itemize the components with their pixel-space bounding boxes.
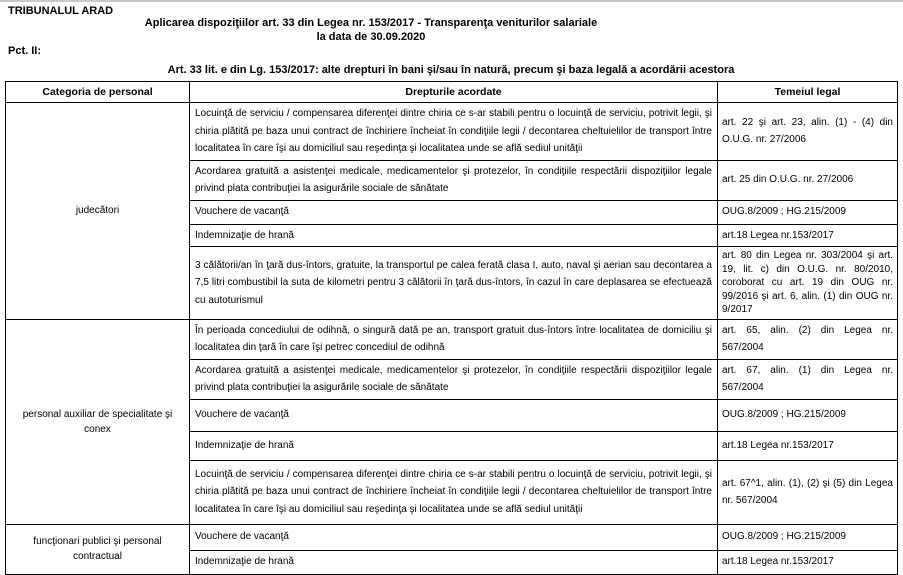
temei-cell: art.18 Legea nr.153/2017 <box>718 550 898 574</box>
doc-title-line2: la data de 30.09.2020 <box>316 31 426 43</box>
temei-cell: OUG.8/2009 ; HG.215/2009 <box>718 399 898 431</box>
temei-cell: art.18 Legea nr.153/2017 <box>718 224 898 247</box>
drepturi-cell: Indemnizaţie de hrană <box>190 550 718 574</box>
drepturi-cell: Indemnizaţie de hrană <box>190 224 718 247</box>
temei-cell: art. 25 din O.U.G. nr. 27/2006 <box>718 160 898 200</box>
salary-rights-table <box>5 81 898 575</box>
drepturi-cell: Vouchere de vacanţă <box>190 200 718 224</box>
temei-cell: art. 22 şi art. 23, alin. (1) - (4) din O.U.G. nr. 27/2006 <box>718 103 898 161</box>
drepturi-cell: Indemnizaţie de hrană <box>190 431 718 460</box>
drepturi-cell: Acordarea gratuită a asistenţei medicale, medicamentelor şi protezelor, în condiţiile respectării dispoziţiilor legale privind plata contribuţiei la asigurările sociale de sănătate <box>190 359 718 399</box>
temei-cell: OUG.8/2009 ; HG.215/2009 <box>718 524 898 550</box>
section-label: Pct. II: <box>8 45 42 57</box>
drepturi-cell: Vouchere de vacanţă <box>190 524 718 550</box>
temei-cell: art.18 Legea nr.153/2017 <box>718 431 898 460</box>
drepturi-cell: Locuinţă de serviciu / compensarea diferenţei dintre chiria ce s-ar stabili pentru o locuinţă de serviciu, potrivit legii, şi chiria plătită pe baza unui contract de închiriere încheiat în condiţiile legii / decontarea cheltuielilor de transport între localitatea în care îşi au domiciliul sau reşedinţa şi localitatea unde se află sediul unităţii <box>190 103 718 161</box>
temei-cell: art. 65, alin. (2) din Legea nr. 567/2004 <box>718 319 898 359</box>
temei-cell: art. 67^1, alin. (1), (2) şi (5) din Legea nr. 567/2004 <box>718 460 898 524</box>
table-row <box>6 319 898 359</box>
table-row <box>6 524 898 550</box>
doc-title-line1: Aplicarea dispoziţiilor art. 33 din Legea nr. 153/2017 - Transparenţa veniturilor salariale <box>144 17 598 29</box>
table-row <box>6 103 898 161</box>
org-title: TRIBUNALUL ARAD <box>8 5 114 17</box>
col-header-drepturi: Drepturile acordate <box>190 82 718 103</box>
temei-cell: art. 80 din Legea nr. 303/2004 şi art. 19, lit. c) din O.U.G. nr. 80/2010, coroborat cu art. 19 din OUG nr. 99/2016 şi art. 6, alin. (1) din OUG nr. 9/2017 <box>718 247 898 320</box>
drepturi-cell: Acordarea gratuită a asistenţei medicale, medicamentelor şi protezelor, în condiţiile respectării dispoziţiilor legale privind plata contribuţiei la asigurările sociale de sănătate <box>190 160 718 200</box>
drepturi-cell: Vouchere de vacanţă <box>190 399 718 431</box>
category-cell-functionari: funcţionari publici şi personal contractual <box>6 524 190 574</box>
drepturi-cell: În perioada concediului de odihnă, o singură dată pe an, transport gratuit dus-întors între localitatea de domiciliu şi localitatea din ţară în care îşi petrec concediul de odihnă <box>190 319 718 359</box>
table-subtitle: Art. 33 lit. e din Lg. 153/2017: alte drepturi în bani şi/sau în natură, precum şi baza legală a acordării acestora <box>167 64 735 76</box>
category-cell-personal-auxiliar: personal auxiliar de specialitate şi conex <box>6 319 190 524</box>
col-header-temei: Temeiul legal <box>718 82 898 103</box>
drepturi-cell: Locuinţă de serviciu / compensarea diferenţei dintre chiria ce s-ar stabili pentru o locuinţă de serviciu, potrivit legii, şi chiria plătită pe baza unui contract de închiriere încheiat în condiţiile legii / decontarea cheltuielilor de transport între localitatea în care îşi au domiciliul sau reşedinţa şi localitatea unde se află sediul unităţii <box>190 460 718 524</box>
category-cell-judecatori: judecători <box>6 103 190 320</box>
col-header-categoria: Categoria de personal <box>6 82 190 103</box>
temei-cell: OUG.8/2009 ; HG.215/2009 <box>718 200 898 224</box>
header-row <box>6 82 898 103</box>
temei-cell: art. 67, alin. (1) din Legea nr. 567/2004 <box>718 359 898 399</box>
drepturi-cell: 3 călătorii/an în ţară dus-întors, gratuite, la transportul pe calea ferată clasa I, auto, naval şi aerian sau decontarea a 7,5 litri combustibil la suta de kilometri pentru 3 călătorii în ţară dus-întors, în cazul în care deplasarea se efectuează cu autoturismul <box>190 247 718 320</box>
